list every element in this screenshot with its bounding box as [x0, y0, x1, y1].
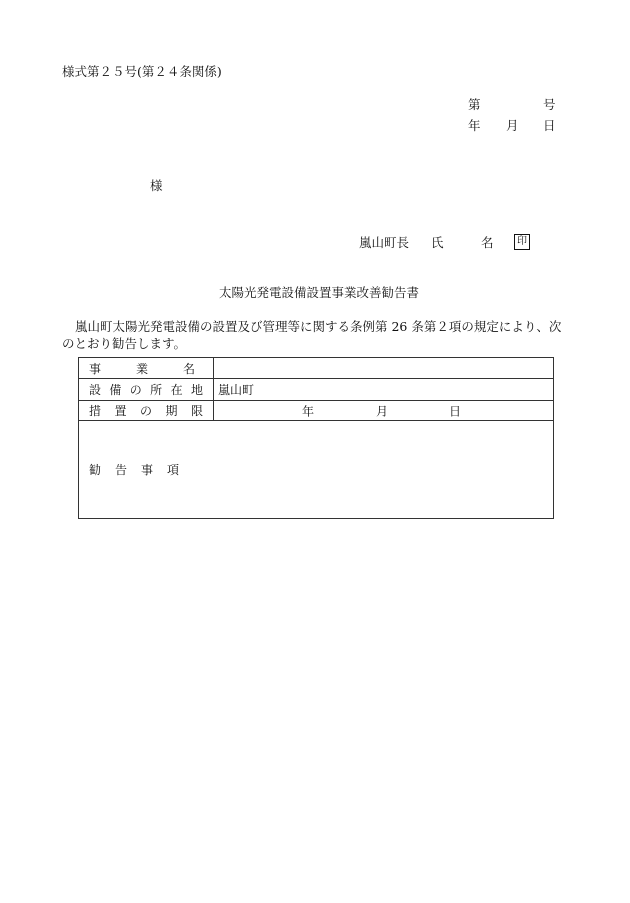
issue-date-day-label: 日: [543, 118, 556, 133]
table-row-recommendation-items: [79, 421, 554, 519]
label-char: 限: [190, 404, 203, 418]
label-char: 在: [170, 383, 183, 397]
label-char: 告: [115, 463, 128, 477]
label-char: 措: [89, 404, 102, 418]
label-char: 置: [114, 404, 127, 418]
label-char: 備: [109, 383, 122, 397]
label-deadline: [79, 401, 214, 421]
table-row-facility-location: [79, 379, 554, 401]
value-deadline: [214, 401, 554, 421]
label-char: 事: [89, 361, 102, 376]
sender-title: 嵐山町長: [359, 235, 410, 250]
label-char: 事: [141, 463, 154, 477]
table-row-deadline: [79, 401, 554, 421]
issue-date-year-label: 年: [468, 118, 481, 133]
label-char: 地: [190, 383, 203, 397]
recommendation-table: [78, 357, 554, 519]
addressee-honorific: 様: [150, 178, 163, 193]
deadline-month-label: 月: [376, 404, 389, 418]
label-facility-location: [79, 379, 214, 401]
table-row-project-name: [79, 358, 554, 379]
label-char: 業: [135, 361, 148, 376]
sender-name-label-mei: 名: [481, 235, 494, 250]
sender-name-label-shi: 氏: [431, 235, 444, 250]
value-facility-location: 嵐山町: [214, 379, 554, 401]
label-char: 設: [89, 383, 102, 397]
label-char: 勧: [89, 463, 102, 477]
form-number: 様式第２５号(第２４条関係): [62, 64, 222, 79]
label-char: 期: [165, 404, 178, 418]
document-number-suffix: 号: [543, 97, 556, 112]
label-char: 名: [182, 361, 195, 376]
body-text: 嵐山町太陽光発電設備の設置及び管理等に関する条例第 26 条第２項の規定により、次のとおり勧告します。: [62, 319, 562, 351]
deadline-day-label: 日: [449, 404, 462, 418]
seal-stamp-mark: 印: [514, 234, 530, 250]
document-number-prefix: 第: [468, 97, 481, 112]
recommendation-items-cell: [79, 421, 554, 519]
label-char: 項: [167, 463, 180, 477]
issue-date-month-label: 月: [506, 118, 519, 133]
label-project-name: [79, 358, 214, 379]
deadline-year-label: 年: [302, 404, 315, 418]
label-char: の: [139, 404, 152, 418]
label-char: の: [129, 383, 142, 397]
label-char: 所: [150, 383, 163, 397]
document-title: 太陽光発電設備設置事業改善勧告書: [219, 285, 420, 300]
value-project-name: [214, 358, 554, 379]
